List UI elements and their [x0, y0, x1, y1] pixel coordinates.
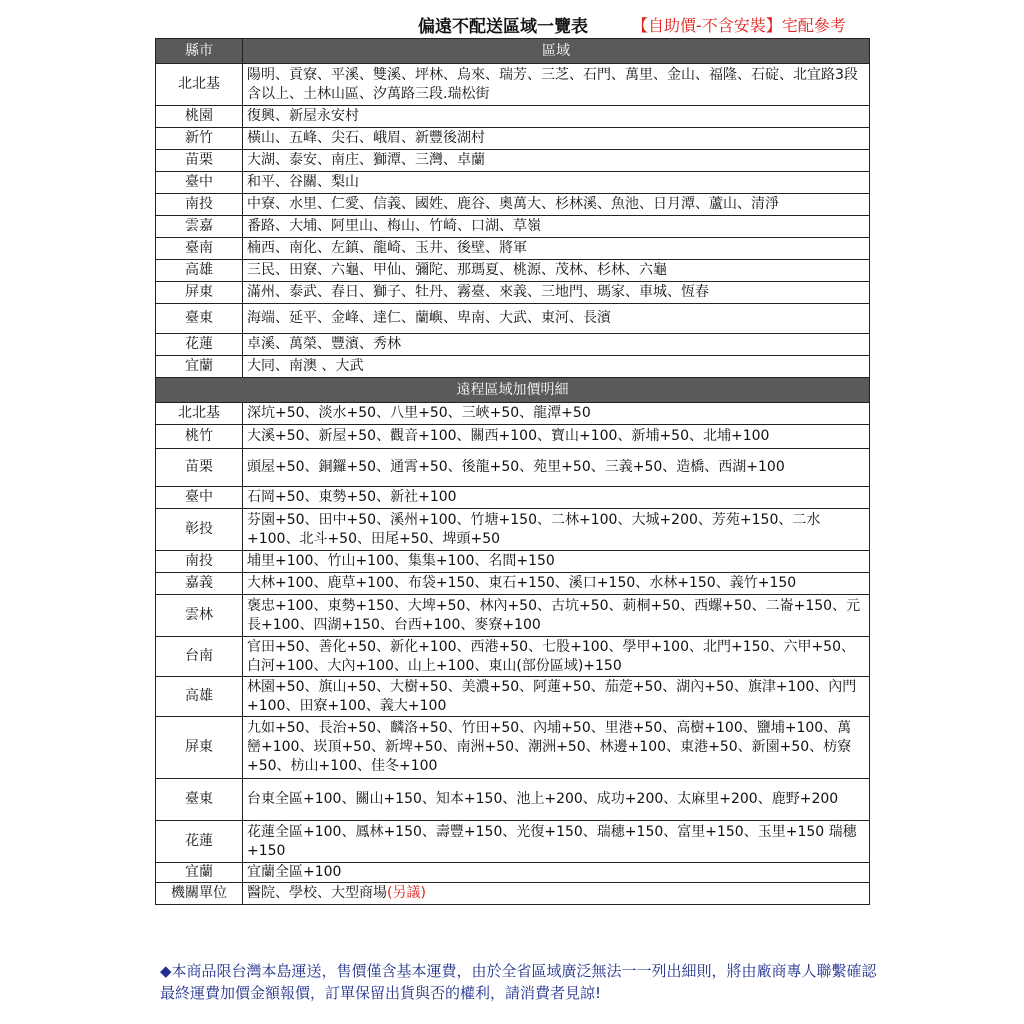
table-row	[156, 356, 870, 378]
area-text: 和平、谷關、梨山	[247, 174, 359, 190]
table-row	[156, 260, 870, 282]
county-cell: 臺東	[156, 779, 243, 821]
area-cell	[243, 356, 870, 378]
area-cell	[243, 304, 870, 334]
area-cell	[243, 334, 870, 356]
table-row	[156, 551, 870, 573]
area-cell	[243, 403, 870, 425]
table-row	[156, 573, 870, 595]
area-text: 復興、新屋永安村	[247, 108, 359, 124]
county-cell: 臺中	[156, 487, 243, 509]
area-text: 褒忠+100、東勢+150、大埤+50、林內+50、古坑+50、莿桐+50、西螺+50、二崙+150、元長+100、四湖+150、台西+100、麥寮+100	[247, 597, 861, 633]
area-text: 中寮、水里、仁愛、信義、國姓、鹿谷、奧萬大、杉林溪、魚池、日月潭、蘆山、清淨	[247, 196, 779, 212]
county-cell: 桃園	[156, 106, 243, 128]
area-text: 陽明、貢寮、平溪、雙溪、坪林、烏來、瑞芳、三芝、石門、萬里、金山、福隆、石碇、北宜路3段含以上、土林山區、汐萬路三段.瑞松街	[247, 66, 858, 102]
header-county: 縣市	[156, 39, 243, 64]
table-row	[156, 403, 870, 425]
area-text: 九如+50、長治+50、麟洛+50、竹田+50、內埔+50、里港+50、高樹+100、鹽埔+100、萬巒+100、崁頂+50、新埤+50、南洲+50、潮洲+50、林邊+100、東港+50、新園+50、枋寮+50、枋山+100、佳冬+100	[247, 720, 852, 774]
delivery-table	[155, 38, 870, 905]
table-row	[156, 334, 870, 356]
area-cell	[243, 425, 870, 449]
area-cell	[243, 282, 870, 304]
area-text: 深坑+50、淡水+50、八里+50、三峽+50、龍潭+50	[247, 405, 591, 421]
page-subtitle: 【自助價-不含安裝】宅配參考	[632, 16, 846, 35]
area-cell	[243, 717, 870, 779]
table-row	[156, 425, 870, 449]
county-cell: 高雄	[156, 677, 243, 717]
county-cell: 雲林	[156, 595, 243, 637]
area-text: 大林+100、鹿草+100、布袋+150、東石+150、溪口+150、水林+150、義竹+150	[247, 575, 797, 591]
area-text: 卓溪、萬榮、豐濱、秀林	[247, 336, 401, 352]
area-text: 大溪+50、新屋+50、觀音+100、關西+100、寶山+100、新埔+50、北埔+100	[247, 428, 770, 444]
area-text: 海端、延平、金峰、達仁、蘭嶼、卑南、大武、東河、長濱	[247, 310, 611, 326]
area-text: 宜蘭全區+100	[247, 864, 342, 880]
area-text: 林園+50、旗山+50、大樹+50、美濃+50、阿蓮+50、茄萣+50、湖內+50、旗津+100、內門+100、田寮+100、義大+100	[247, 678, 857, 714]
county-cell: 桃竹	[156, 425, 243, 449]
area-cell	[243, 260, 870, 282]
county-cell: 雲嘉	[156, 216, 243, 238]
area-text: 三民、田寮、六龜、甲仙、彌陀、那瑪夏、桃源、茂林、杉林、六龜	[247, 262, 667, 278]
county-cell: 臺中	[156, 172, 243, 194]
county-cell: 屏東	[156, 282, 243, 304]
table-row	[156, 282, 870, 304]
table-header-row	[156, 39, 870, 64]
county-cell: 宜蘭	[156, 863, 243, 883]
table-row	[156, 677, 870, 717]
table-row	[156, 509, 870, 551]
area-cell	[243, 106, 870, 128]
area-text: 頭屋+50、銅鑼+50、通霄+50、後龍+50、苑里+50、三義+50、造橋、西湖+100	[247, 459, 785, 475]
area-cell	[243, 128, 870, 150]
county-cell: 嘉義	[156, 573, 243, 595]
surcharge-body	[156, 403, 870, 905]
area-cell	[243, 551, 870, 573]
area-cell	[243, 172, 870, 194]
table-row	[156, 64, 870, 106]
table-row	[156, 821, 870, 863]
table-row	[156, 238, 870, 260]
table-row	[156, 106, 870, 128]
table-row	[156, 637, 870, 677]
county-cell: 彰投	[156, 509, 243, 551]
table-row	[156, 717, 870, 779]
area-cell	[243, 821, 870, 863]
county-cell: 臺東	[156, 304, 243, 334]
area-text: 台東全區+100、關山+150、知本+150、池上+200、成功+200、太麻里+200、鹿野+200	[247, 791, 839, 807]
area-text: 滿州、泰武、春日、獅子、牡丹、霧臺、來義、三地門、瑪家、車城、恆春	[247, 284, 709, 300]
county-cell: 新竹	[156, 128, 243, 150]
area-text: 大湖、泰安、南庄、獅潭、三灣、卓蘭	[247, 152, 485, 168]
area-cell	[243, 64, 870, 106]
area-text: 芬園+50、田中+50、溪州+100、竹塘+150、二林+100、大城+200、芳苑+150、二水+100、北斗+50、田尾+50、埤頭+50	[247, 511, 821, 547]
surcharge-section-header	[156, 378, 870, 403]
area-cell	[243, 509, 870, 551]
table-row	[156, 779, 870, 821]
county-cell: 台南	[156, 637, 243, 677]
area-cell	[243, 487, 870, 509]
area-text: 花蓮全區+100、鳳林+150、壽豐+150、光復+150、瑞穗+150、富里+150、玉里+150 瑞穗+150	[247, 823, 857, 859]
title-bar	[0, 12, 1024, 37]
area-cell	[243, 150, 870, 172]
county-cell: 花蓮	[156, 334, 243, 356]
area-text: 橫山、五峰、尖石、峨眉、新豐後湖村	[247, 130, 485, 146]
area-cell	[243, 573, 870, 595]
table-row	[156, 883, 870, 905]
county-cell: 南投	[156, 551, 243, 573]
county-cell: 苗栗	[156, 150, 243, 172]
county-cell: 機關單位	[156, 883, 243, 905]
footer-note: ◆本商品限台灣本島運送，售價僅含基本運費，由於全省區域廣泛無法一一列出細則，將由廠商專人聯繫確認最終運費加價金額報價，訂單保留出貨與否的權利，請消費者見諒!	[160, 962, 877, 1002]
table-row	[156, 172, 870, 194]
table-row	[156, 304, 870, 334]
area-cell	[243, 238, 870, 260]
area-text: 埔里+100、竹山+100、集集+100、名間+150	[247, 553, 555, 569]
table-row	[156, 487, 870, 509]
area-text: 楠西、南化、左鎮、龍崎、玉井、後壁、將軍	[247, 240, 527, 256]
area-text: 石岡+50、東勢+50、新社+100	[247, 489, 457, 505]
table-row	[156, 595, 870, 637]
page-title: 偏遠不配送區域一覽表	[418, 17, 588, 37]
area-cell	[243, 449, 870, 487]
county-cell: 高雄	[156, 260, 243, 282]
table-row	[156, 150, 870, 172]
table-row	[156, 128, 870, 150]
county-cell: 花蓮	[156, 821, 243, 863]
table-row	[156, 449, 870, 487]
header-area: 區域	[243, 39, 870, 64]
area-cell	[243, 883, 870, 905]
area-text: 番路、大埔、阿里山、梅山、竹崎、口湖、草嶺	[247, 218, 541, 234]
area-cell	[243, 637, 870, 677]
section-row	[156, 378, 870, 403]
area-cell	[243, 779, 870, 821]
county-cell: 北北基	[156, 64, 243, 106]
county-cell: 南投	[156, 194, 243, 216]
negotiable-note: (另議)	[387, 885, 426, 901]
area-text: 醫院、學校、大型商場	[247, 885, 387, 901]
area-cell	[243, 216, 870, 238]
area-cell	[243, 863, 870, 883]
surcharge-title: 遠程區域加價明細	[156, 378, 870, 403]
no-delivery-body	[156, 64, 870, 378]
county-cell: 屏東	[156, 717, 243, 779]
table-row	[156, 194, 870, 216]
area-text: 大同、南澳 、大武	[247, 358, 364, 374]
county-cell: 北北基	[156, 403, 243, 425]
county-cell: 臺南	[156, 238, 243, 260]
area-cell	[243, 677, 870, 717]
table-row	[156, 216, 870, 238]
area-cell	[243, 194, 870, 216]
table-row	[156, 863, 870, 883]
area-cell	[243, 595, 870, 637]
county-cell: 宜蘭	[156, 356, 243, 378]
county-cell: 苗栗	[156, 449, 243, 487]
area-text: 官田+50、善化+50、新化+100、西港+50、七股+100、學甲+100、北門+150、六甲+50、白河+100、大內+100、山上+100、東山(部份區域)+150	[247, 638, 855, 674]
